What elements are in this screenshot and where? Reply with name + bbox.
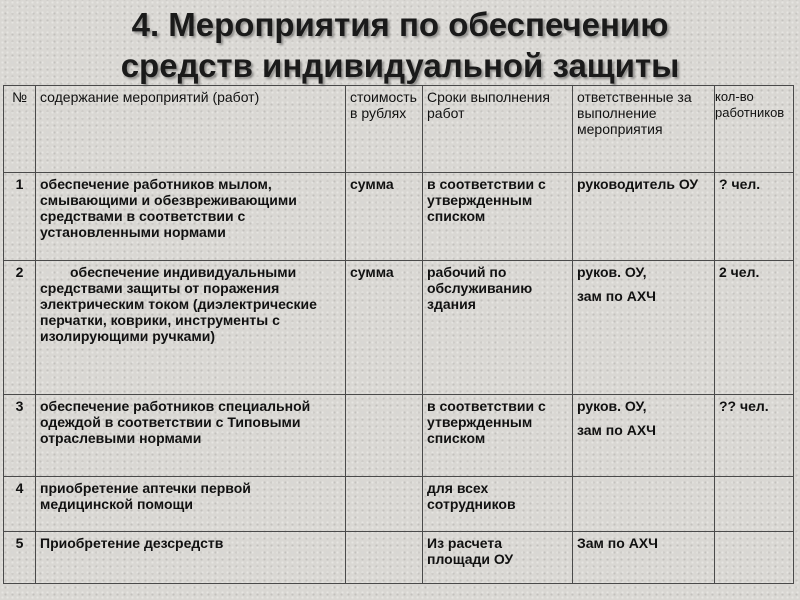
title-line-1: 4. Мероприятия по обеспечению bbox=[131, 6, 669, 43]
table-header-row bbox=[4, 86, 794, 173]
header-cost: стоимость в рублях bbox=[346, 86, 423, 173]
row-count: 2 чел. bbox=[715, 261, 794, 395]
table-row bbox=[4, 395, 794, 477]
row-responsible bbox=[573, 395, 715, 477]
row-content: обеспечение работников специальной одеждой в соответствии с Типовыми отраслевыми нормами bbox=[36, 395, 346, 477]
page-title bbox=[0, 4, 800, 86]
row-term: в соответствии с утвержденным списком bbox=[423, 395, 573, 477]
responsible-line-1: руков. ОУ, bbox=[577, 264, 647, 280]
row-responsible bbox=[573, 173, 715, 261]
table-row bbox=[4, 477, 794, 532]
responsible-line-2: зам по АХЧ bbox=[577, 288, 656, 304]
responsible-line-1: руководитель ОУ bbox=[577, 176, 699, 192]
row-responsible bbox=[573, 261, 715, 395]
row-term: для всех сотрудников bbox=[423, 477, 573, 532]
row-cost: сумма bbox=[346, 173, 423, 261]
title-line-2: средств индивидуальной защиты bbox=[120, 47, 680, 84]
row-cost bbox=[346, 477, 423, 532]
row-num: 4 bbox=[4, 477, 36, 532]
responsible-line-1: руков. ОУ, bbox=[577, 398, 647, 414]
header-content: содержание мероприятий (работ) bbox=[36, 86, 346, 173]
row-count: ? чел. bbox=[715, 173, 794, 261]
row-cost bbox=[346, 532, 423, 584]
row-num: 2 bbox=[4, 261, 36, 395]
row-count bbox=[715, 477, 794, 532]
row-cost: сумма bbox=[346, 261, 423, 395]
row-term: в соответствии с утвержденным списком bbox=[423, 173, 573, 261]
row-content: Приобретение дезсредств bbox=[36, 532, 346, 584]
table-row bbox=[4, 532, 794, 584]
row-num: 1 bbox=[4, 173, 36, 261]
responsible-line-2: зам по АХЧ bbox=[577, 422, 656, 438]
row-content: приобретение аптечки первой медицинской помощи bbox=[36, 477, 346, 532]
header-responsible: ответственные за выполнение мероприятия bbox=[573, 86, 715, 173]
row-content: обеспечение индивидуальными средствами защиты от поражения электрическим током (диэлектрические перчатки, коврики, инструменты с изолирующими ручками) bbox=[36, 261, 346, 395]
measures-table bbox=[3, 85, 794, 584]
row-term: рабочий по обслуживанию здания bbox=[423, 261, 573, 395]
row-responsible bbox=[573, 477, 715, 532]
responsible-line-1: Зам по АХЧ bbox=[577, 535, 658, 551]
table-row bbox=[4, 261, 794, 395]
row-responsible bbox=[573, 532, 715, 584]
row-count: ?? чел. bbox=[715, 395, 794, 477]
header-num: № bbox=[4, 86, 36, 173]
table-row bbox=[4, 173, 794, 261]
row-num: 3 bbox=[4, 395, 36, 477]
row-cost bbox=[346, 395, 423, 477]
header-term: Сроки выполнения работ bbox=[423, 86, 573, 173]
row-content: обеспечение работников мылом, смывающими и обезвреживающими средствами в соответствии с установленными нормами bbox=[36, 173, 346, 261]
row-num: 5 bbox=[4, 532, 36, 584]
header-count: кол-во работников bbox=[715, 86, 794, 173]
row-term: Из расчета площади ОУ bbox=[423, 532, 573, 584]
row-count bbox=[715, 532, 794, 584]
